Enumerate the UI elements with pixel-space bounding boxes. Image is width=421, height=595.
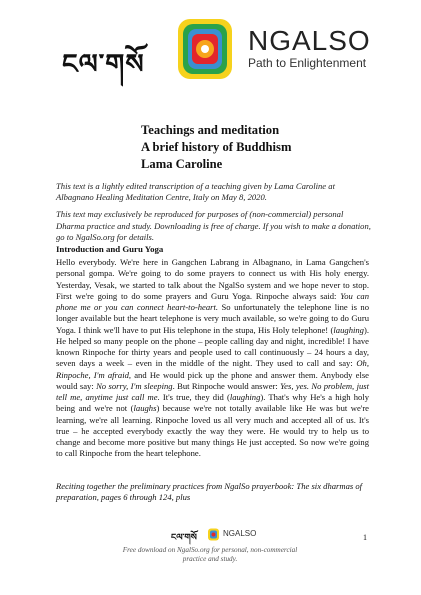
body-text-run: . But Rinpoche would answer: [172, 380, 281, 391]
brand-name: NGALSO [248, 25, 371, 56]
body-text-run: ). He helped so many people on the phone – people calling day and night, incredible! I have known Rinpoche for thirty years and people used to call continuously – 24 hours a day, seven days a week – even in the middle of the night. They used to call and say: [56, 324, 369, 369]
title-line-3: Lama Caroline [141, 157, 223, 171]
page-number: 1 [363, 533, 367, 542]
brand [248, 27, 371, 70]
header-logo [62, 16, 371, 82]
body-text-run: , and He would pick up the phone and answer them. Anybody else would say: [56, 369, 369, 391]
body-paragraph [56, 257, 369, 460]
intro-paragraph-1: This text is a lightly edited transcription of a teaching given by Lama Caroline at Albagnano Healing Meditation Centre, Italy on May 8, 2020. [56, 181, 335, 203]
tibetan-logo-text: ངལ་གསོ [62, 49, 145, 80]
intro-paragraph-2: This text may exclusively be reproduced for purposes of (non-commercial) personal Dharma practice and study. Downloading is free of charge. If you wish to make a donation, go to NgalSo.org for details. [56, 209, 371, 242]
footer-brand-name: NGALSO [223, 529, 257, 538]
title-line-1: Teachings and meditation [141, 123, 280, 137]
intro-note [56, 181, 374, 249]
body-text-run: . It's true, they did ( [157, 392, 230, 402]
footer-text: Free download on NgalSo.org for personal, non-commercial practice and study. [122, 546, 298, 563]
body-italic-run: Oh, Rinpoche, I'm afraid [56, 358, 369, 380]
body-text-run: ) because we're not totally available like He was but we're learning, we're all learning. Rinpoche loved us all very much and accepted all of us. It's true – he accepted everybody exactly the way they were. He would try to help us to change and become more positive but many things He just accepted. So now we're going to call Rinpoche from the heart telephone. [56, 403, 369, 459]
section-title: Introduction and Guru Yoga [56, 244, 164, 254]
body-text-run: Hello everybody. We're here in Gangchen Labrang in Albagnano, in Lama Gangchen's personal gompa. We're going to do some prayers to connect us with His holy energy. Yesterday, Vesak, we started to talk about the NgalSo system and we hope never to stop. First we're going to do some prayers and Guru Yoga. Rinpoche always said: [56, 257, 369, 301]
body-italic-run: laughs [133, 403, 157, 414]
reciting-note: Reciting together the preliminary practices from NgalSo prayerbook: The six dharmas of preparation, pages 6 through 124, plus [56, 481, 363, 503]
brand-tagline: Path to Enlightenment [248, 56, 367, 70]
title-line-2: A brief history of Buddhism [141, 140, 292, 154]
footer-tibetan-text: ངལ་གསོ [171, 533, 197, 543]
body-italic-run: You can phone me or you can connect heart-to-heart. [56, 290, 369, 312]
footer-emblem-icon [207, 528, 220, 541]
body-italic-run: No sorry, I'm sleeping [96, 380, 173, 391]
ngalso-emblem-icon [170, 16, 240, 82]
body-text-run: ). That's why He's a high holy being and we're not ( [56, 392, 369, 414]
body-italic-run: laughing [333, 324, 364, 335]
body-text-run: So unfortunately the telephone line is no longer available but the heart telephone is very much available, so we're going to do Guru Yoga. I think we'll have to put His telephone in the stupa, His Holy telephone! ( [56, 302, 369, 335]
document-titles [141, 122, 291, 173]
body-italic-run: laughing [229, 392, 261, 402]
body-text [56, 257, 369, 460]
body-italic-run: Yes, yes. No problem, just tell me, anytime just call me [56, 380, 369, 402]
footer-logo [171, 528, 257, 543]
